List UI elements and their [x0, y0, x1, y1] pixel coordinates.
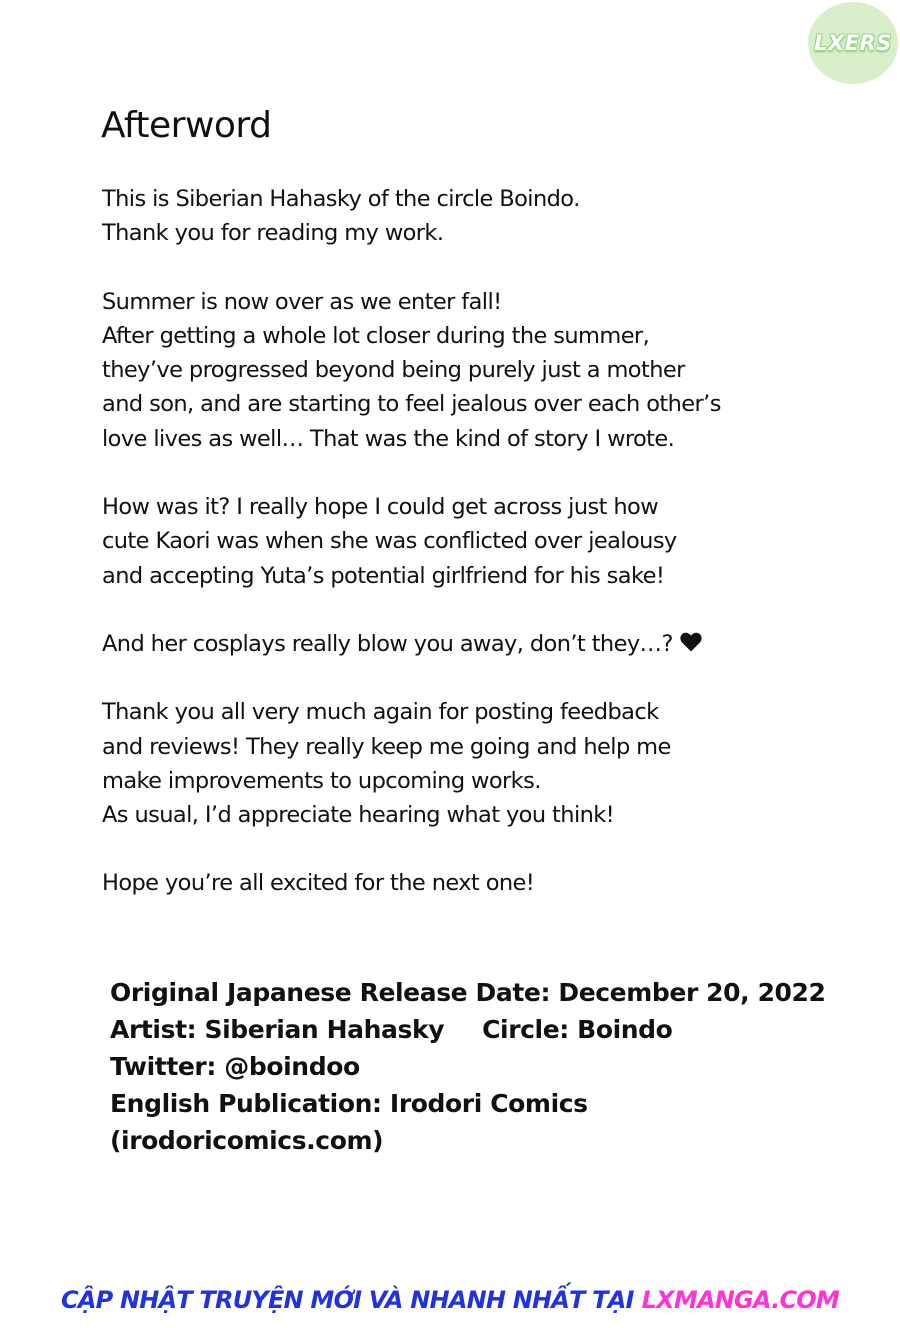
paragraph-question: How was it? I really hope I could get across just how cute Kaori was when she was conflicted over jealousy and accepting Yuta’s potential girlfriend for his sake!	[102, 494, 677, 589]
heart-icon	[679, 630, 703, 654]
promo-banner[interactable]	[0, 1278, 900, 1322]
website-credit: (irodoricomics.com)	[110, 1126, 384, 1155]
artist-circle-line	[110, 1011, 810, 1048]
paragraph-cosplay: And her cosplays really blow you away, don’t they…?	[102, 627, 802, 661]
artist-credit: Artist: Siberian Hahasky	[110, 1015, 445, 1044]
paragraph-intro: This is Siberian Hahasky of the circle Boindo. Thank you for reading my work.	[102, 186, 580, 247]
paragraph-story: Summer is now over as we enter fall! After getting a whole lot closer during the summer, they’ve progressed beyond being purely just a mother and son, and are starting to feel jealous over each other’s love lives as well… That was the kind of story I wrote.	[102, 288, 721, 452]
publication-credit: English Publication: Irodori Comics	[110, 1089, 588, 1118]
logo-text: LXERS	[814, 31, 892, 55]
paragraph-thanks: Thank you all very much again for posting feedback and reviews! They really keep me going and help me make improvements to upcoming works. As usual, I’d appreciate hearing what you think!	[102, 699, 671, 829]
credits-block	[110, 974, 826, 1159]
page-title: Afterword	[101, 105, 272, 146]
site-logo	[808, 2, 898, 84]
twitter-credit: Twitter: @boindoo	[110, 1052, 360, 1081]
circle-credit: Circle: Boindo	[482, 1015, 673, 1044]
release-date: Original Japanese Release Date: December 20, 2022	[110, 978, 826, 1007]
paragraph-closing: Hope you’re all excited for the next one!	[102, 870, 535, 897]
afterword-body	[102, 182, 802, 935]
promo-site-link[interactable]: LXMANGA.COM	[641, 1286, 839, 1314]
promo-text: CẬP NHẬT TRUYỆN MỚI VÀ NHANH NHẤT TẠI	[61, 1286, 634, 1314]
